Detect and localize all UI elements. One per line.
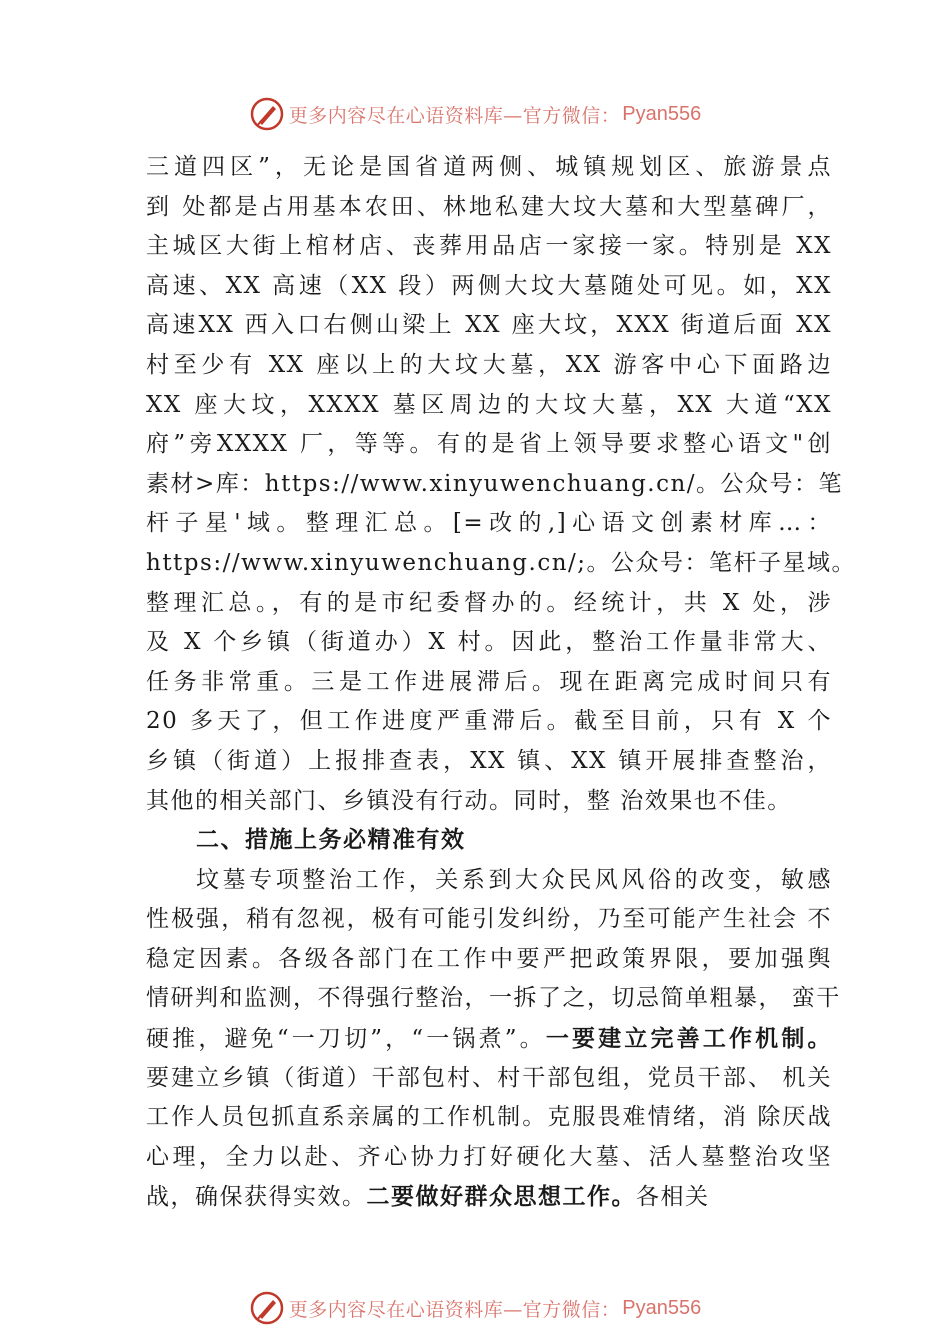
watermark-footer (0, 1288, 950, 1328)
quill-logo-icon (249, 1290, 285, 1326)
text-line (146, 1177, 832, 1217)
document-body (146, 148, 857, 1217)
text-run: 战，确保获得实效。 (146, 1184, 367, 1211)
text-line: 高速XX 西入口右侧山梁上 XX 座大坟，XXX 街道后面 XX (146, 312, 832, 339)
text-line: 情研判和监测，不得强行整治，一拆了之，切忌简单粗暴， 蛮干 (146, 985, 841, 1012)
text-line: XX 座大坟，XXXX 墓区周边的大坟大墓，XX 大道“XX (146, 391, 832, 418)
text-line: 及 X 个乡镇（街道办）X 村。因此，整治工作量非常大、 (146, 629, 832, 656)
text-run: 硬推，避免“一刀切”，“一锅煮”。 (146, 1026, 546, 1053)
text-line: 其他的相关部门、乡镇没有行动。同时，整 治效果也不佳。 (146, 787, 792, 814)
text-line: 素材>库：https://www.xinyuwenchuang.cn/。公众号：笔 (146, 470, 844, 497)
text-line: 杆子星'域。整理汇总。[=改的,]心语文创素材库…： (146, 510, 832, 537)
text-line: 府”旁XXXX 厂，等等。有的是省上领导要求整心语文"创 (146, 431, 832, 458)
text-line (146, 1019, 832, 1059)
text-line: 要建立乡镇（街道）干部包村、村干部包组，党员干部、 机关 (146, 1064, 832, 1091)
text-line: 村至少有 XX 座以上的大坟大墓，XX 游客中心下面路边 (146, 351, 832, 378)
watermark-text: 更多内容尽在心语资料库—官方微信： (288, 104, 621, 127)
text-line: 任务非常重。三是工作进展滞后。现在距离完成时间只有 (146, 668, 832, 695)
watermark-wechat-id: Pyan556 (622, 102, 702, 125)
text-line: https://www.xinyuwenchuang.cn/;。公众号：笔杆子星域。 (146, 549, 857, 576)
text-line: 性极强，稍有忽视，极有可能引发纠纷，乃至可能产生社会 不 (146, 906, 832, 933)
text-line: 坟墓专项整治工作，关系到大众民风风俗的改变，敏感 (196, 866, 832, 893)
section-heading: 二、措施上务必精准有效 (196, 827, 466, 854)
watermark-header (0, 94, 950, 134)
text-line: 三道四区”，无论是国省道两侧、城镇规划区、旅游景点 (146, 154, 832, 180)
watermark-wechat-id: Pyan556 (622, 1296, 702, 1319)
watermark-text: 更多内容尽在心语资料库—官方微信： (288, 1298, 621, 1321)
text-line: 稳定因素。各级各部门在工作中要严把政策界限，要加强舆 (146, 945, 832, 972)
text-line: 高速、XX 高速（XX 段）两侧大坟大墓随处可见。如，XX (146, 272, 832, 299)
text-line: 乡镇（街道）上报排查表，XX 镇、XX 镇开展排查整治， (146, 747, 832, 774)
text-line: 整理汇总。，有的是市纪委督办的。经统计，共 X 处，涉 (146, 589, 832, 616)
text-line: 主城区大街上棺材店、丧葬用品店一家接一家。特别是 XX (146, 233, 832, 260)
quill-logo-icon (249, 96, 285, 132)
text-run: 各相关 (636, 1184, 710, 1211)
text-line: 到 处都是占用基本农田、林地私建大坟大墓和大型墓碑厂， (146, 193, 832, 220)
text-line: 工作人员包抓直系亲属的工作机制。克服畏难情绪，消 除厌战 (146, 1104, 832, 1131)
bold-point-1: 一要建立完善工作机制。 (545, 1025, 832, 1053)
bold-point-2: 二要做好群众思想工作。 (366, 1183, 636, 1211)
text-line: 20 多天了，但工作进度严重滞后。截至目前，只有 X 个 (146, 708, 832, 735)
text-line: 心理，全力以赴、齐心协力打好硬化大墓、活人墓整治攻坚 (146, 1143, 832, 1170)
